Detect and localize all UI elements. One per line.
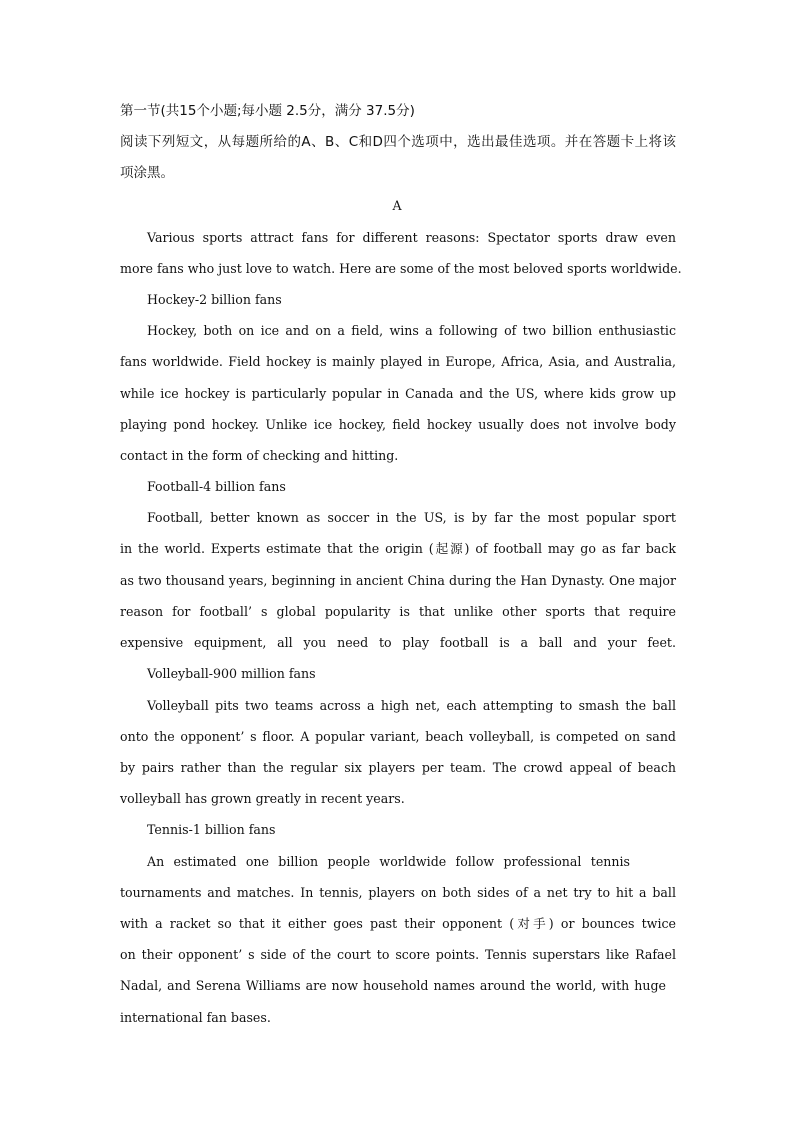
paragraph-line: Hockey, both on ice and on a field, wins a following of two billion enthusiastic: [147, 323, 676, 338]
section-heading-tennis: Tennis-1 billion fans: [147, 822, 276, 837]
paragraph-line: volleyball has grown greatly in recent years.: [120, 791, 405, 806]
paragraph-line: while ice hockey is particularly popular in Canada and the US, where kids grow up: [120, 386, 676, 401]
section-heading-hockey: Hockey-2 billion fans: [147, 292, 282, 307]
directions-line: 阅读下列短文，从每题所给的A、B、C和D四个选项中，选出最佳选项。并在答题卡上将该: [120, 134, 676, 150]
passage-label: A: [392, 198, 402, 213]
section-heading-volleyball: Volleyball-900 million fans: [147, 666, 316, 681]
paragraph-line: on their opponent’ s side of the court to score points. Tennis superstars like Rafael: [120, 947, 676, 962]
paragraph-line: Football, better known as soccer in the US, is by far the most popular sport: [147, 510, 676, 525]
intro-line: Various sports attract fans for different reasons: Spectator sports draw even: [147, 230, 676, 245]
paragraph-line: by pairs rather than the regular six players per team. The crowd appeal of beach: [120, 760, 676, 775]
paragraph-line: An estimated one billion people worldwide follow professional tennis: [147, 854, 630, 869]
paragraph-line: with a racket so that it either goes past their opponent (对手) or bounces twice: [120, 916, 676, 931]
paragraph-line: fans worldwide. Field hockey is mainly played in Europe, Africa, Asia, and Australia,: [120, 354, 676, 369]
paragraph-line: onto the opponent’ s floor. A popular variant, beach volleyball, is competed on sand: [120, 729, 676, 744]
paragraph-line: international fan bases.: [120, 1010, 271, 1025]
paragraph-line: expensive equipment, all you need to play football is a ball and your feet.: [120, 635, 676, 650]
paragraph-line: Nadal, and Serena Williams are now household names around the world, with huge: [120, 978, 666, 993]
paragraph-line: Volleyball pits two teams across a high net, each attempting to smash the ball: [147, 698, 676, 713]
directions-line: 项涂黑。: [120, 165, 174, 181]
paragraph-line: in the world. Experts estimate that the origin (起源) of football may go as far back: [120, 541, 676, 556]
intro-line: more fans who just love to watch. Here are some of the most beloved sports worldwide.: [120, 261, 682, 276]
section-header: 第一节(共15个小题;每小题 2.5分，满分 37.5分): [120, 103, 415, 119]
paragraph-line: playing pond hockey. Unlike ice hockey, field hockey usually does not involve body: [120, 417, 676, 432]
paragraph-line: as two thousand years, beginning in ancient China during the Han Dynasty. One major: [120, 573, 676, 588]
paragraph-line: tournaments and matches. In tennis, players on both sides of a net try to hit a ball: [120, 885, 676, 900]
paragraph-line: contact in the form of checking and hitting.: [120, 448, 399, 463]
section-heading-football: Football-4 billion fans: [147, 479, 286, 494]
paragraph-line: reason for football’ s global popularity is that unlike other sports that require: [120, 604, 676, 619]
